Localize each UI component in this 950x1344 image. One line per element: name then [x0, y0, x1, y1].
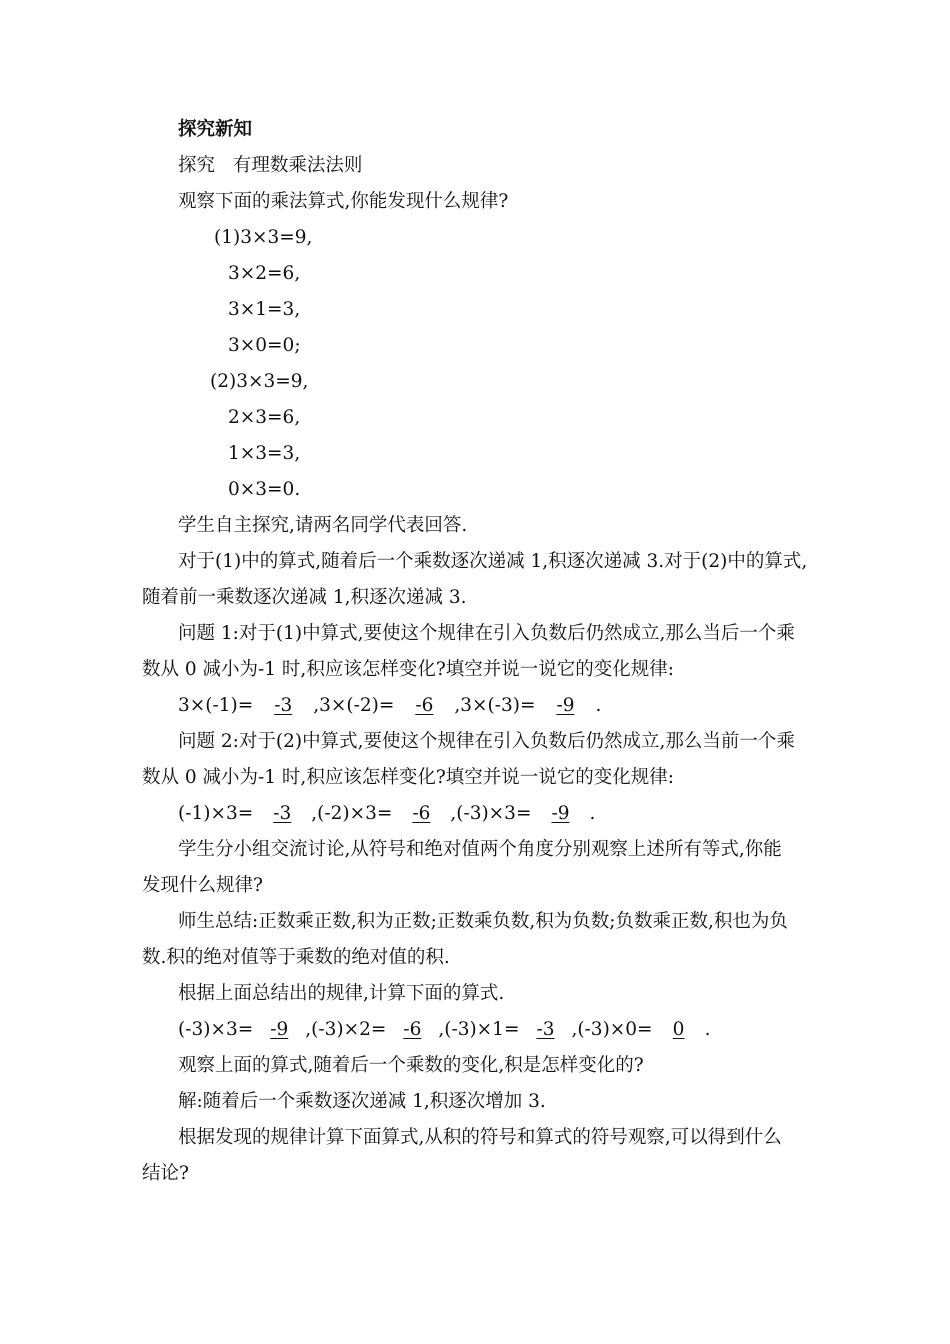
question-2: 问题 2:对于(2)中算式,要使这个规律在引入负数后仍然成立,那么当前一个乘: [178, 731, 795, 752]
paragraph: 根据发现的规律计算下面算式,从积的符号和算式的符号观察,可以得到什么: [178, 1127, 782, 1148]
summary-paragraph: 数.积的绝对值等于乘数的绝对值的积.: [142, 947, 450, 968]
answer-blank: -3: [536, 1019, 555, 1040]
paragraph: 根据上面总结出的规律,计算下面的算式.: [178, 983, 505, 1004]
question-1-equations: 3×(-1)= -3 ,3×(-2)= -6 ,3×(-3)= -9 .: [178, 695, 602, 716]
equation-line: 2×3=6,: [228, 407, 301, 428]
answer-blank: -9: [551, 803, 570, 824]
answer-blank: -9: [270, 1019, 289, 1040]
question-1-cont: 数从 0 减小为-1 时,积应该怎样变化?填空并说一说它的变化规律:: [142, 659, 674, 680]
calculation-equations: (-3)×3= -9 ,(-3)×2= -6 ,(-3)×1= -3 ,(-3)×0= 0 .: [178, 1019, 711, 1040]
answer-blank: -3: [273, 803, 292, 824]
section-heading: 探究新知: [178, 119, 253, 140]
equation-line: 3×0=0;: [228, 335, 301, 356]
equation-line: (2)3×3=9,: [210, 371, 309, 392]
equation-line: 1×3=3,: [228, 443, 301, 464]
answer-blank: -6: [403, 1019, 422, 1040]
paragraph: 学生自主探究,请两名同学代表回答.: [178, 515, 468, 536]
equation-line: 3×2=6,: [228, 263, 301, 284]
paragraph: 学生分小组交流讨论,从符号和绝对值两个角度分别观察上述所有等式,你能: [178, 839, 782, 860]
question-1: 问题 1:对于(1)中算式,要使这个规律在引入负数后仍然成立,那么当后一个乘: [178, 623, 795, 644]
question-2-equations: (-1)×3= -3 ,(-2)×3= -6 ,(-3)×3= -9 .: [178, 803, 596, 824]
intro-paragraph: 观察下面的乘法算式,你能发现什么规律?: [178, 191, 509, 212]
equation-line: 0×3=0.: [228, 479, 301, 500]
paragraph: 观察上面的算式,随着后一个乘数的变化,积是怎样变化的?: [178, 1055, 644, 1076]
answer-blank: -6: [412, 803, 431, 824]
answer-blank: -6: [415, 695, 434, 716]
paragraph: 随着前一乘数逐次递减 1,积逐次递减 3.: [142, 587, 467, 608]
solution-paragraph: 解:随着后一个乘数逐次递减 1,积逐次增加 3.: [178, 1091, 546, 1112]
paragraph: 对于(1)中的算式,随着后一个乘数逐次递减 1,积逐次递减 3.对于(2)中的算式,: [178, 551, 808, 572]
question-2-cont: 数从 0 减小为-1 时,积应该怎样变化?填空并说一说它的变化规律:: [142, 767, 674, 788]
equation-line: 3×1=3,: [228, 299, 301, 320]
answer-blank: 0: [672, 1019, 685, 1040]
answer-blank: -9: [556, 695, 575, 716]
paragraph: 发现什么规律?: [142, 875, 263, 896]
summary-paragraph: 师生总结:正数乘正数,积为正数;正数乘负数,积为负数;负数乘正数,积也为负: [178, 911, 788, 932]
subsection-heading: 探究 有理数乘法法则: [178, 155, 363, 176]
equation-line: (1)3×3=9,: [214, 227, 313, 248]
answer-blank: -3: [274, 695, 293, 716]
paragraph: 结论?: [142, 1163, 189, 1184]
